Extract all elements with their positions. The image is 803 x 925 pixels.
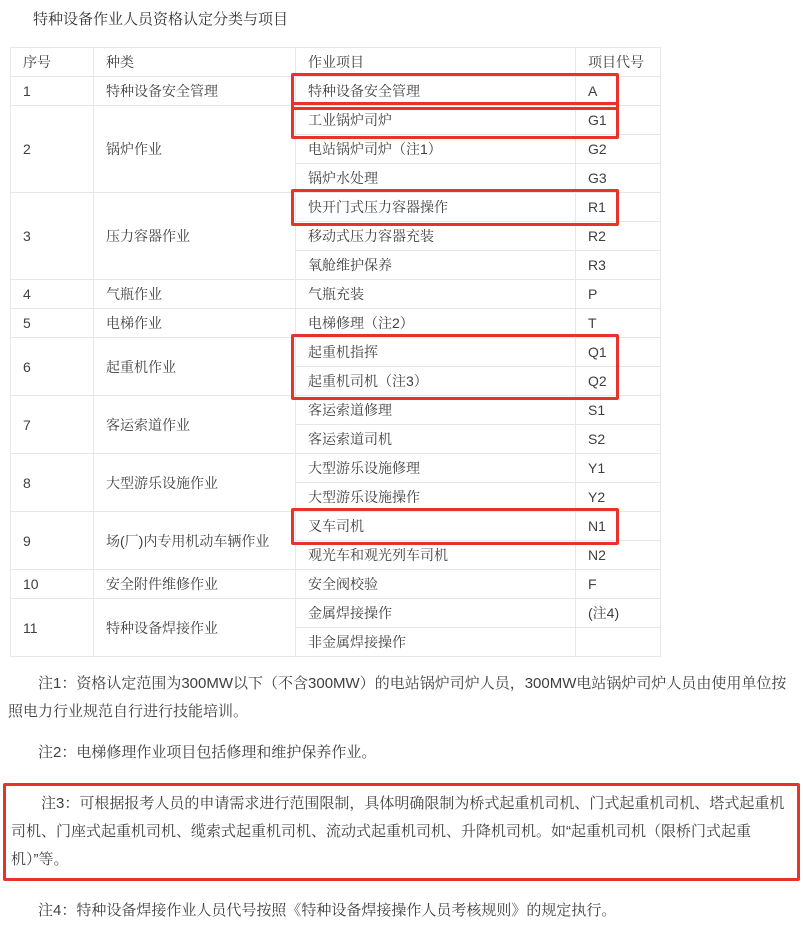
cell-project-code: Q2 (576, 367, 661, 396)
cell-project: 起重机司机（注3） (296, 367, 576, 396)
table-row (11, 454, 661, 483)
cell-category: 场(厂)内专用机动车辆作业 (94, 512, 296, 570)
table-header (11, 48, 661, 77)
cell-project: 锅炉水处理 (296, 164, 576, 193)
table-body (11, 77, 661, 657)
table-row (11, 599, 661, 628)
cell-category: 大型游乐设施作业 (94, 454, 296, 512)
qualification-table-wrap (10, 47, 660, 657)
cell-category: 特种设备焊接作业 (94, 599, 296, 657)
table-row (11, 512, 661, 541)
qualification-table (10, 47, 661, 657)
table-row (11, 77, 661, 106)
cell-project-code: N1 (576, 512, 661, 541)
note-1: 注1：资格认定范围为300MW以下（不含300MW）的电站锅炉司炉人员，300MW电站锅炉司炉人员由使用单位按照电力行业规范自行进行技能培训。 (8, 675, 787, 720)
table-row (11, 106, 661, 135)
cell-project: 起重机指挥 (296, 338, 576, 367)
table-row (11, 193, 661, 222)
cell-project: 工业锅炉司炉 (296, 106, 576, 135)
cell-serial-number: 5 (11, 309, 94, 338)
cell-project-code: (注4) (576, 599, 661, 628)
cell-project-code: Y2 (576, 483, 661, 512)
cell-project-code: G1 (576, 106, 661, 135)
cell-project-code: Q1 (576, 338, 661, 367)
note-4: 注4：特种设备焊接作业人员代号按照《特种设备焊接操作人员考核规则》的规定执行。 (38, 902, 617, 919)
table-row (11, 570, 661, 599)
note-3: 注3：可根据报考人员的申请需求进行范围限制，具体明确限制为桥式起重机司机、门式起重机司机、塔式起重机司机、门座式起重机司机、缆索式起重机司机、流动式起重机司机、升降机司机。如“起重机司机（限桥门式起重机）”等。 (11, 795, 785, 868)
cell-project: 非金属焊接操作 (296, 628, 576, 657)
cell-serial-number: 2 (11, 106, 94, 193)
cell-category: 客运索道作业 (94, 396, 296, 454)
note-2: 注2：电梯修理作业项目包括修理和维护保养作业。 (38, 744, 377, 761)
cell-project-code: N2 (576, 541, 661, 570)
cell-project: 大型游乐设施修理 (296, 454, 576, 483)
cell-serial-number: 6 (11, 338, 94, 396)
cell-serial-number: 10 (11, 570, 94, 599)
cell-project: 特种设备安全管理 (296, 77, 576, 106)
cell-project-code: P (576, 280, 661, 309)
cell-project-code: G2 (576, 135, 661, 164)
cell-project-code: R2 (576, 222, 661, 251)
cell-project: 电站锅炉司炉（注1） (296, 135, 576, 164)
cell-serial-number: 1 (11, 77, 94, 106)
cell-project: 叉车司机 (296, 512, 576, 541)
cell-project-code: S2 (576, 425, 661, 454)
cell-project: 金属焊接操作 (296, 599, 576, 628)
cell-project-code: R3 (576, 251, 661, 280)
cell-project: 气瓶充装 (296, 280, 576, 309)
cell-project-code: G3 (576, 164, 661, 193)
cell-project: 大型游乐设施操作 (296, 483, 576, 512)
cell-project-code: T (576, 309, 661, 338)
table-row (11, 396, 661, 425)
cell-project: 氧舱维护保养 (296, 251, 576, 280)
column-header: 序号 (11, 48, 94, 77)
cell-category: 起重机作业 (94, 338, 296, 396)
cell-project-code: S1 (576, 396, 661, 425)
cell-category: 安全附件维修作业 (94, 570, 296, 599)
cell-serial-number: 11 (11, 599, 94, 657)
cell-project-code: R1 (576, 193, 661, 222)
note-3-highlight-box (3, 783, 800, 881)
cell-project-code (576, 628, 661, 657)
cell-project: 快开门式压力容器操作 (296, 193, 576, 222)
cell-project-code: A (576, 77, 661, 106)
cell-project-code: Y1 (576, 454, 661, 483)
cell-project: 移动式压力容器充装 (296, 222, 576, 251)
cell-category: 气瓶作业 (94, 280, 296, 309)
cell-project: 客运索道司机 (296, 425, 576, 454)
cell-category: 电梯作业 (94, 309, 296, 338)
cell-category: 压力容器作业 (94, 193, 296, 280)
table-header-row (11, 48, 661, 77)
notes-section (3, 670, 800, 925)
table-row (11, 309, 661, 338)
page-title: 特种设备作业人员资格认定分类与项目 (33, 11, 289, 28)
cell-project: 观光车和观光列车司机 (296, 541, 576, 570)
cell-project: 电梯修理（注2） (296, 309, 576, 338)
cell-serial-number: 8 (11, 454, 94, 512)
cell-category: 特种设备安全管理 (94, 77, 296, 106)
cell-category: 锅炉作业 (94, 106, 296, 193)
cell-project: 客运索道修理 (296, 396, 576, 425)
cell-project-code: F (576, 570, 661, 599)
cell-serial-number: 7 (11, 396, 94, 454)
cell-project: 安全阀校验 (296, 570, 576, 599)
cell-serial-number: 9 (11, 512, 94, 570)
column-header: 种类 (94, 48, 296, 77)
cell-serial-number: 4 (11, 280, 94, 309)
column-header: 作业项目 (296, 48, 576, 77)
table-row (11, 338, 661, 367)
table-row (11, 280, 661, 309)
column-header: 项目代号 (576, 48, 661, 77)
cell-serial-number: 3 (11, 193, 94, 280)
